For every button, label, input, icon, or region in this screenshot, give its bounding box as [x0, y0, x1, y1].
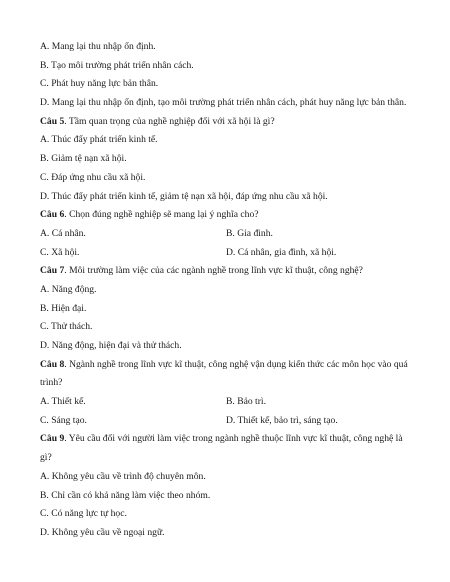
option-row	[40, 412, 412, 431]
option-a: A. Thiết kế.	[40, 396, 86, 408]
question-label: Câu 7	[40, 265, 65, 277]
option-d: D. Không yêu cầu về ngoại ngữ.	[40, 526, 165, 538]
option-b: B. Tạo môi trường phát triển nhân cách.	[40, 59, 194, 71]
document-page	[40, 38, 412, 543]
option-c: C. Sáng tạo.	[40, 414, 87, 426]
option-d: D. Năng động, hiện đại và thử thách.	[40, 340, 182, 352]
option-a: A. Năng động.	[40, 283, 97, 295]
option-c: C. Có năng lực tự học.	[40, 508, 127, 520]
option-c: C. Phát huy năng lực bản thân.	[40, 78, 159, 90]
option-row	[40, 225, 412, 244]
option-c: C. Xã hội.	[40, 246, 80, 258]
option-a: A. Cá nhân.	[40, 227, 86, 239]
option-d: D. Thiết kế, bảo trì, sáng tạo.	[226, 414, 338, 426]
question-8	[40, 356, 412, 393]
question-text: . Tầm quan trọng của nghề nghiệp đối với xã hội là gì?	[64, 115, 275, 127]
option-a: A. Mang lại thu nhập ổn định.	[40, 41, 156, 52]
question-5	[40, 113, 412, 132]
question-text: . Chọn đúng nghề nghiệp sẽ mang lại ý nghĩa cho?	[64, 209, 259, 221]
option-b: B. Gia đình.	[226, 227, 273, 239]
option-a: A. Không yêu cầu về trình độ chuyên môn.	[40, 470, 206, 482]
option-b: B. Giảm tệ nạn xã hội.	[40, 153, 127, 165]
question-text: . Yêu cầu đối với người làm việc trong ngành nghề thuộc lĩnh vực kĩ thuật, công nghệ là gì?	[40, 433, 403, 464]
question-6	[40, 206, 412, 225]
question-text: . Môi trường làm việc của các ngành nghề trong lĩnh vực kĩ thuật, công nghệ?	[64, 265, 363, 277]
option-row	[40, 244, 412, 263]
option-d: D. Mang lại thu nhập ổn định, tạo môi trường phát triển nhân cách, phát huy năng lực bản thân.	[40, 97, 407, 109]
option-b: B. Bảo trì.	[226, 396, 266, 408]
option-b: B. Chỉ cần có khả năng làm việc theo nhóm.	[40, 489, 211, 501]
question-7	[40, 262, 412, 281]
option-b: B. Hiện đại.	[40, 302, 87, 314]
option-d: D. Thúc đẩy phát triển kinh tế, giảm tệ nạn xã hội, đáp ứng nhu cầu xã hội.	[40, 190, 328, 202]
question-text: . Ngành nghề trong lĩnh vực kĩ thuật, công nghệ vận dụng kiến thức các môn học vào quá trình?	[40, 358, 408, 389]
option-d: D. Cá nhân, gia đình, xã hội.	[226, 246, 337, 258]
question-label: Câu 5	[40, 115, 65, 127]
question-label: Câu 8	[40, 358, 65, 370]
question-9	[40, 430, 412, 467]
question-label: Câu 9	[40, 433, 65, 445]
option-c: C. Thử thách.	[40, 321, 93, 333]
option-c: C. Đáp ứng nhu cầu xã hội.	[40, 171, 146, 183]
option-a: A. Thúc đẩy phát triển kinh tế.	[40, 134, 158, 146]
question-label: Câu 6	[40, 209, 65, 221]
option-row	[40, 393, 412, 412]
